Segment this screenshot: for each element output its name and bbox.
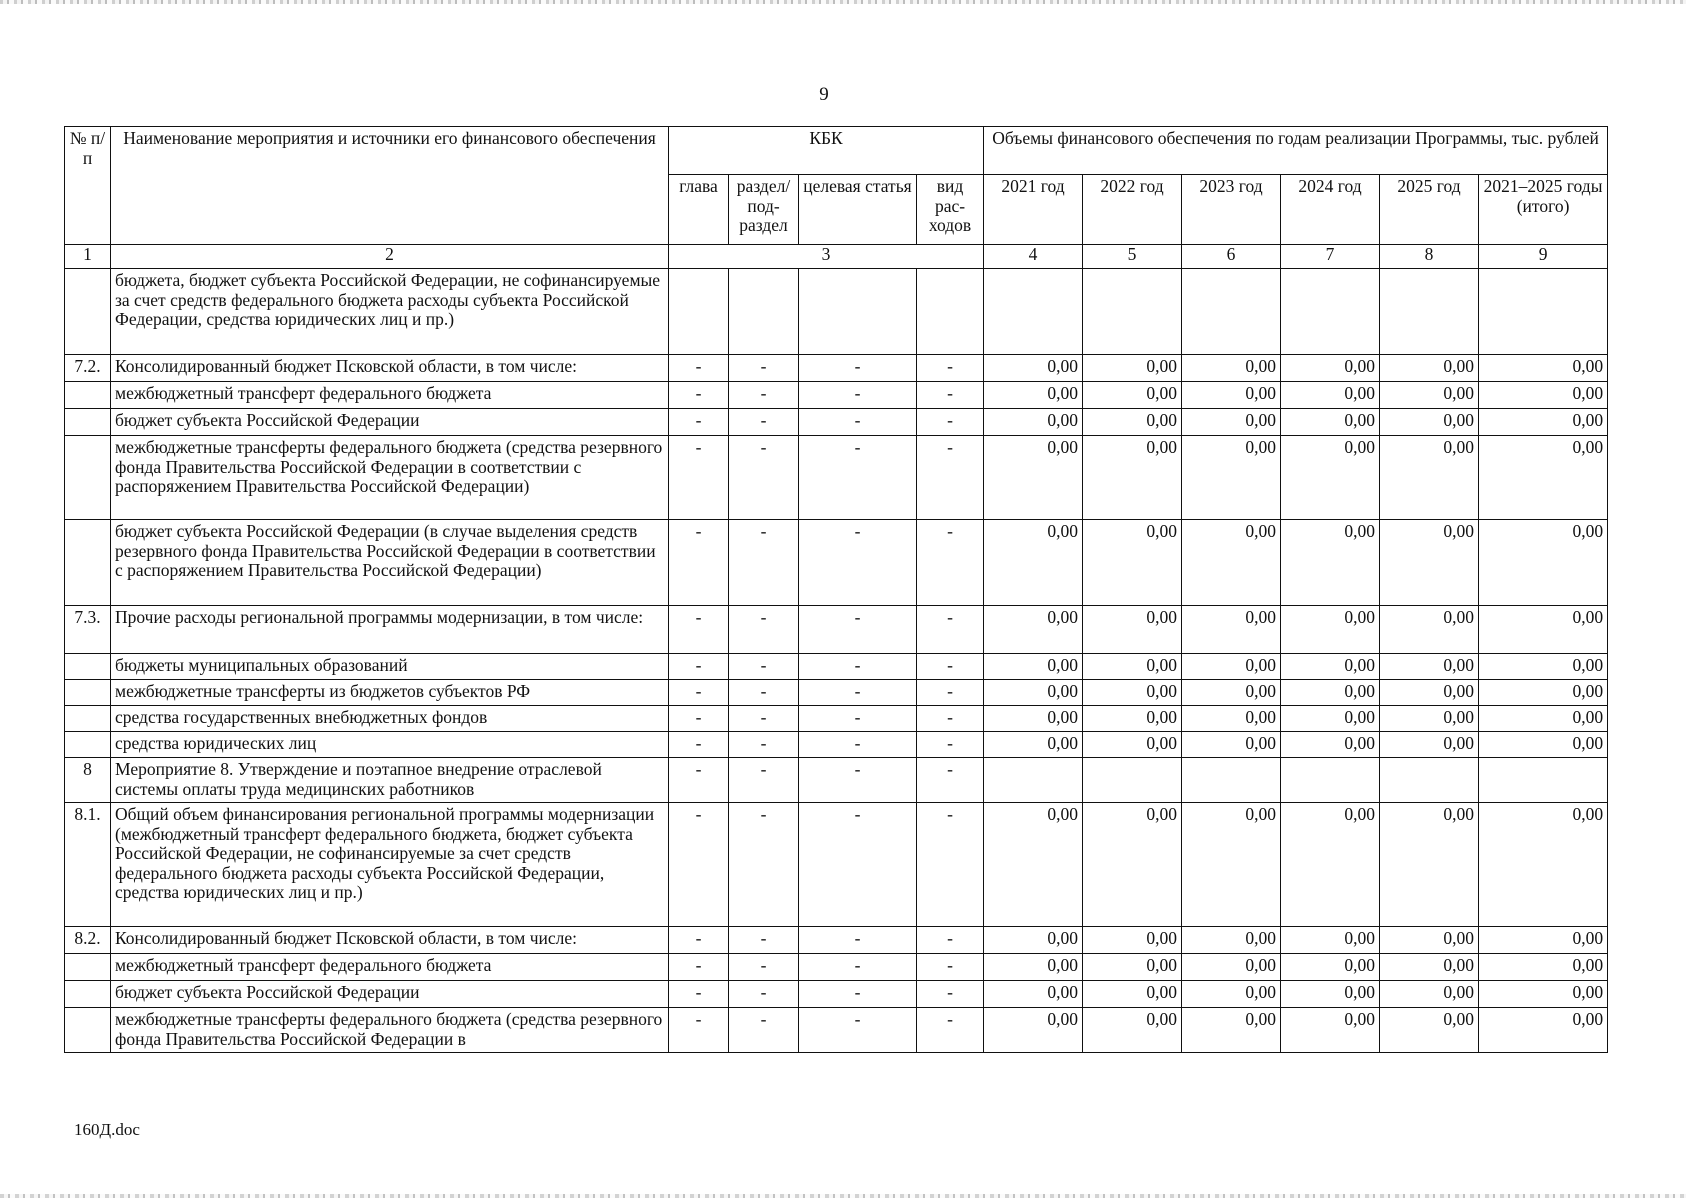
value-cell: 0,00 xyxy=(1479,732,1608,758)
value-cell: 0,00 xyxy=(1182,606,1281,654)
kbk-vid-cell: - xyxy=(917,436,984,520)
kbk-celevaya-cell: - xyxy=(799,927,917,954)
header-vid-rashodov: вид рас- ходов xyxy=(917,175,984,245)
kbk-vid-cell: - xyxy=(917,758,984,803)
header-razdel: раздел/ под- раздел xyxy=(729,175,799,245)
value-cell: 0,00 xyxy=(1182,1008,1281,1053)
header-total: 2021–2025 годы (итого) xyxy=(1479,175,1608,245)
row-number: 7.2. xyxy=(65,355,111,382)
kbk-glava-cell: - xyxy=(669,654,729,680)
kbk-celevaya-cell: - xyxy=(799,606,917,654)
table-row xyxy=(65,269,1608,355)
value-cell: 0,00 xyxy=(984,436,1083,520)
kbk-celevaya-cell: - xyxy=(799,732,917,758)
kbk-vid-cell: - xyxy=(917,732,984,758)
value-cell xyxy=(1281,269,1380,355)
header-celevaya-statya: целевая статья xyxy=(799,175,917,245)
value-cell: 0,00 xyxy=(1281,654,1380,680)
header-volumes: Объемы финансового обеспечения по годам реализации Программы, тыс. рублей xyxy=(984,127,1608,175)
kbk-glava-cell: - xyxy=(669,382,729,409)
value-cell: 0,00 xyxy=(1281,436,1380,520)
table-row xyxy=(65,606,1608,654)
row-name: Мероприятие 8. Утверждение и поэтапное внедрение отраслевой системы оплаты труда медицинских работников xyxy=(111,758,669,803)
kbk-vid-cell: - xyxy=(917,927,984,954)
column-index: 8 xyxy=(1380,245,1479,269)
value-cell xyxy=(1380,758,1479,803)
value-cell: 0,00 xyxy=(1083,706,1182,732)
row-number xyxy=(65,382,111,409)
kbk-glava-cell: - xyxy=(669,758,729,803)
row-name: межбюджетные трансферты федерального бюджета (средства резервного фонда Правительства Российской Федерации в соответствии с распоряжением Правительства Российской Федерации) xyxy=(111,436,669,520)
row-number: 7.3. xyxy=(65,606,111,654)
row-number xyxy=(65,436,111,520)
value-cell: 0,00 xyxy=(984,520,1083,606)
kbk-vid-cell: - xyxy=(917,654,984,680)
row-number xyxy=(65,520,111,606)
kbk-glava-cell: - xyxy=(669,436,729,520)
value-cell: 0,00 xyxy=(1380,981,1479,1008)
value-cell xyxy=(1479,269,1608,355)
kbk-vid-cell: - xyxy=(917,1008,984,1053)
table-row xyxy=(65,803,1608,927)
value-cell: 0,00 xyxy=(1281,1008,1380,1053)
table-row xyxy=(65,520,1608,606)
value-cell: 0,00 xyxy=(1281,803,1380,927)
row-name: Прочие расходы региональной программы модернизации, в том числе: xyxy=(111,606,669,654)
value-cell: 0,00 xyxy=(984,803,1083,927)
kbk-glava-cell: - xyxy=(669,927,729,954)
kbk-glava-cell xyxy=(669,269,729,355)
value-cell: 0,00 xyxy=(1281,732,1380,758)
value-cell: 0,00 xyxy=(1281,382,1380,409)
table-row xyxy=(65,409,1608,436)
value-cell: 0,00 xyxy=(1479,606,1608,654)
table-row xyxy=(65,680,1608,706)
kbk-vid-cell: - xyxy=(917,606,984,654)
value-cell: 0,00 xyxy=(1083,1008,1182,1053)
kbk-glava-cell: - xyxy=(669,954,729,981)
kbk-vid-cell: - xyxy=(917,520,984,606)
kbk-vid-cell xyxy=(917,269,984,355)
value-cell: 0,00 xyxy=(1479,654,1608,680)
value-cell: 0,00 xyxy=(1083,981,1182,1008)
value-cell: 0,00 xyxy=(1182,654,1281,680)
table-row xyxy=(65,706,1608,732)
row-number xyxy=(65,981,111,1008)
value-cell: 0,00 xyxy=(1380,706,1479,732)
table-row xyxy=(65,436,1608,520)
kbk-razdel-cell: - xyxy=(729,409,799,436)
value-cell: 0,00 xyxy=(1479,803,1608,927)
kbk-glava-cell: - xyxy=(669,520,729,606)
value-cell: 0,00 xyxy=(1083,606,1182,654)
row-number xyxy=(65,1008,111,1053)
row-name: межбюджетный трансферт федерального бюджета xyxy=(111,382,669,409)
value-cell: 0,00 xyxy=(1083,409,1182,436)
value-cell: 0,00 xyxy=(1380,1008,1479,1053)
value-cell: 0,00 xyxy=(1182,520,1281,606)
kbk-celevaya-cell: - xyxy=(799,1008,917,1053)
value-cell: 0,00 xyxy=(1281,355,1380,382)
value-cell xyxy=(1479,758,1608,803)
kbk-celevaya-cell: - xyxy=(799,981,917,1008)
header-glava: глава xyxy=(669,175,729,245)
row-name: Консолидированный бюджет Псковской области, в том числе: xyxy=(111,927,669,954)
kbk-vid-cell: - xyxy=(917,981,984,1008)
header-year-2021: 2021 год xyxy=(984,175,1083,245)
table-row xyxy=(65,732,1608,758)
value-cell: 0,00 xyxy=(1479,409,1608,436)
value-cell: 0,00 xyxy=(1083,520,1182,606)
value-cell: 0,00 xyxy=(1380,382,1479,409)
value-cell: 0,00 xyxy=(1380,927,1479,954)
column-index: 1 xyxy=(65,245,111,269)
value-cell: 0,00 xyxy=(1380,409,1479,436)
value-cell: 0,00 xyxy=(1380,680,1479,706)
kbk-razdel-cell xyxy=(729,269,799,355)
column-index: 4 xyxy=(984,245,1083,269)
value-cell: 0,00 xyxy=(1083,382,1182,409)
header-kbk: КБК xyxy=(669,127,984,175)
value-cell: 0,00 xyxy=(1182,382,1281,409)
value-cell xyxy=(1380,269,1479,355)
header-year-2024: 2024 год xyxy=(1281,175,1380,245)
row-name: Общий объем финансирования региональной программы модернизации (межбюджетный трансферт федерального бюджета, бюджет субъекта Российской Федерации, не софинансируемые за счет средств федерального бюджета расходы субъекта Российской Федерации, средства юридических лиц и пр.) xyxy=(111,803,669,927)
value-cell: 0,00 xyxy=(1182,706,1281,732)
value-cell: 0,00 xyxy=(984,355,1083,382)
value-cell: 0,00 xyxy=(1479,520,1608,606)
value-cell: 0,00 xyxy=(984,382,1083,409)
kbk-vid-cell: - xyxy=(917,706,984,732)
value-cell: 0,00 xyxy=(1182,732,1281,758)
kbk-celevaya-cell: - xyxy=(799,706,917,732)
kbk-glava-cell: - xyxy=(669,1008,729,1053)
value-cell: 0,00 xyxy=(1083,732,1182,758)
value-cell xyxy=(984,269,1083,355)
column-index: 5 xyxy=(1083,245,1182,269)
value-cell: 0,00 xyxy=(1281,981,1380,1008)
value-cell: 0,00 xyxy=(1380,803,1479,927)
value-cell: 0,00 xyxy=(1479,954,1608,981)
kbk-vid-cell: - xyxy=(917,409,984,436)
header-name: Наименование мероприятия и источники его финансового обеспечения xyxy=(111,127,669,245)
page-number: 9 xyxy=(819,84,829,105)
row-number xyxy=(65,732,111,758)
row-name: межбюджетные трансферты федерального бюджета (средства резервного фонда Правительства Российской Федерации в xyxy=(111,1008,669,1053)
column-index: 9 xyxy=(1479,245,1608,269)
kbk-celevaya-cell: - xyxy=(799,409,917,436)
kbk-razdel-cell: - xyxy=(729,436,799,520)
row-number xyxy=(65,269,111,355)
value-cell: 0,00 xyxy=(984,706,1083,732)
value-cell: 0,00 xyxy=(1083,927,1182,954)
value-cell xyxy=(1083,758,1182,803)
value-cell: 0,00 xyxy=(1182,954,1281,981)
column-index: 3 xyxy=(669,245,984,269)
value-cell: 0,00 xyxy=(1281,409,1380,436)
value-cell: 0,00 xyxy=(1380,355,1479,382)
row-number xyxy=(65,954,111,981)
kbk-celevaya-cell: - xyxy=(799,803,917,927)
value-cell: 0,00 xyxy=(1281,706,1380,732)
value-cell xyxy=(1182,758,1281,803)
kbk-celevaya-cell: - xyxy=(799,680,917,706)
table-row xyxy=(65,981,1608,1008)
value-cell: 0,00 xyxy=(984,927,1083,954)
kbk-vid-cell: - xyxy=(917,954,984,981)
value-cell: 0,00 xyxy=(1380,732,1479,758)
row-number: 8 xyxy=(65,758,111,803)
value-cell: 0,00 xyxy=(1479,436,1608,520)
value-cell xyxy=(984,758,1083,803)
value-cell: 0,00 xyxy=(1182,436,1281,520)
value-cell: 0,00 xyxy=(984,680,1083,706)
value-cell: 0,00 xyxy=(984,409,1083,436)
value-cell: 0,00 xyxy=(984,654,1083,680)
row-number xyxy=(65,654,111,680)
financing-table xyxy=(64,126,1608,1053)
kbk-celevaya-cell: - xyxy=(799,382,917,409)
value-cell: 0,00 xyxy=(1479,927,1608,954)
row-number: 8.2. xyxy=(65,927,111,954)
kbk-razdel-cell: - xyxy=(729,382,799,409)
header-year-2023: 2023 год xyxy=(1182,175,1281,245)
value-cell: 0,00 xyxy=(1182,355,1281,382)
value-cell: 0,00 xyxy=(1083,954,1182,981)
scan-edge-top xyxy=(0,0,1686,4)
value-cell: 0,00 xyxy=(1083,436,1182,520)
header-year-2022: 2022 год xyxy=(1083,175,1182,245)
value-cell xyxy=(1182,269,1281,355)
kbk-glava-cell: - xyxy=(669,355,729,382)
value-cell: 0,00 xyxy=(1479,382,1608,409)
column-index-row xyxy=(65,245,1608,269)
value-cell: 0,00 xyxy=(984,981,1083,1008)
kbk-vid-cell: - xyxy=(917,680,984,706)
header-num: № п/п xyxy=(65,127,111,245)
value-cell: 0,00 xyxy=(1479,1008,1608,1053)
value-cell: 0,00 xyxy=(984,606,1083,654)
value-cell: 0,00 xyxy=(984,732,1083,758)
kbk-glava-cell: - xyxy=(669,706,729,732)
column-index: 2 xyxy=(111,245,669,269)
row-name: средства государственных внебюджетных фондов xyxy=(111,706,669,732)
kbk-razdel-cell: - xyxy=(729,1008,799,1053)
kbk-celevaya-cell: - xyxy=(799,355,917,382)
kbk-vid-cell: - xyxy=(917,382,984,409)
value-cell: 0,00 xyxy=(1182,409,1281,436)
value-cell: 0,00 xyxy=(1182,680,1281,706)
kbk-razdel-cell: - xyxy=(729,758,799,803)
kbk-glava-cell: - xyxy=(669,606,729,654)
column-index: 6 xyxy=(1182,245,1281,269)
row-number: 8.1. xyxy=(65,803,111,927)
row-number xyxy=(65,680,111,706)
table-row xyxy=(65,758,1608,803)
value-cell: 0,00 xyxy=(1380,654,1479,680)
value-cell: 0,00 xyxy=(1182,981,1281,1008)
value-cell: 0,00 xyxy=(984,954,1083,981)
table-row xyxy=(65,355,1608,382)
row-number xyxy=(65,409,111,436)
kbk-razdel-cell: - xyxy=(729,706,799,732)
kbk-razdel-cell: - xyxy=(729,803,799,927)
kbk-celevaya-cell: - xyxy=(799,954,917,981)
table-row xyxy=(65,382,1608,409)
value-cell xyxy=(1083,269,1182,355)
value-cell: 0,00 xyxy=(1479,355,1608,382)
kbk-vid-cell: - xyxy=(917,355,984,382)
table-row xyxy=(65,1008,1608,1053)
value-cell: 0,00 xyxy=(1083,680,1182,706)
kbk-celevaya-cell: - xyxy=(799,758,917,803)
value-cell: 0,00 xyxy=(1281,520,1380,606)
column-index: 7 xyxy=(1281,245,1380,269)
kbk-razdel-cell: - xyxy=(729,680,799,706)
value-cell: 0,00 xyxy=(1380,954,1479,981)
kbk-razdel-cell: - xyxy=(729,606,799,654)
value-cell: 0,00 xyxy=(1281,954,1380,981)
row-name: бюджета, бюджет субъекта Российской Федерации, не софинансируемые за счет средств федерального бюджета расходы субъекта Российской Федерации, средства юридических лиц и пр.) xyxy=(111,269,669,355)
kbk-razdel-cell: - xyxy=(729,355,799,382)
header-year-2025: 2025 год xyxy=(1380,175,1479,245)
row-name: бюджет субъекта Российской Федерации xyxy=(111,409,669,436)
value-cell: 0,00 xyxy=(1182,803,1281,927)
table-row xyxy=(65,954,1608,981)
kbk-razdel-cell: - xyxy=(729,520,799,606)
kbk-celevaya-cell xyxy=(799,269,917,355)
kbk-glava-cell: - xyxy=(669,981,729,1008)
kbk-glava-cell: - xyxy=(669,732,729,758)
kbk-glava-cell: - xyxy=(669,680,729,706)
kbk-celevaya-cell: - xyxy=(799,520,917,606)
kbk-razdel-cell: - xyxy=(729,732,799,758)
row-number xyxy=(65,706,111,732)
value-cell: 0,00 xyxy=(1380,436,1479,520)
row-name: бюджеты муниципальных образований xyxy=(111,654,669,680)
file-name-footer: 160Д.doc xyxy=(74,1120,140,1139)
table-row xyxy=(65,654,1608,680)
kbk-glava-cell: - xyxy=(669,803,729,927)
value-cell: 0,00 xyxy=(1281,606,1380,654)
table-row xyxy=(65,927,1608,954)
value-cell: 0,00 xyxy=(1479,981,1608,1008)
value-cell: 0,00 xyxy=(1182,927,1281,954)
value-cell xyxy=(1281,758,1380,803)
value-cell: 0,00 xyxy=(1083,803,1182,927)
row-name: межбюджетные трансферты из бюджетов субъектов РФ xyxy=(111,680,669,706)
value-cell: 0,00 xyxy=(1083,355,1182,382)
value-cell: 0,00 xyxy=(1380,520,1479,606)
value-cell: 0,00 xyxy=(1380,606,1479,654)
kbk-razdel-cell: - xyxy=(729,927,799,954)
row-name: бюджет субъекта Российской Федерации xyxy=(111,981,669,1008)
kbk-celevaya-cell: - xyxy=(799,436,917,520)
row-name: Консолидированный бюджет Псковской области, в том числе: xyxy=(111,355,669,382)
value-cell: 0,00 xyxy=(1281,927,1380,954)
value-cell: 0,00 xyxy=(1479,680,1608,706)
value-cell: 0,00 xyxy=(1083,654,1182,680)
row-name: средства юридических лиц xyxy=(111,732,669,758)
kbk-razdel-cell: - xyxy=(729,654,799,680)
value-cell: 0,00 xyxy=(1479,706,1608,732)
kbk-celevaya-cell: - xyxy=(799,654,917,680)
row-name: межбюджетный трансферт федерального бюджета xyxy=(111,954,669,981)
kbk-vid-cell: - xyxy=(917,803,984,927)
value-cell: 0,00 xyxy=(1281,680,1380,706)
kbk-glava-cell: - xyxy=(669,409,729,436)
kbk-razdel-cell: - xyxy=(729,981,799,1008)
value-cell: 0,00 xyxy=(984,1008,1083,1053)
kbk-razdel-cell: - xyxy=(729,954,799,981)
table-body xyxy=(65,269,1608,1053)
row-name: бюджет субъекта Российской Федерации (в случае выделения средств резервного фонда Правительства Российской Федерации в соответствии с распоряжением Правительства Российской Федерации) xyxy=(111,520,669,606)
scan-edge-bottom xyxy=(0,1194,1686,1198)
